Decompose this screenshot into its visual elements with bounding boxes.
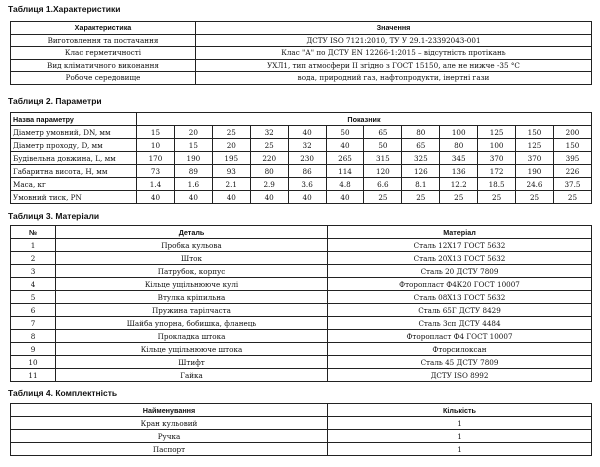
table-row (11, 278, 592, 291)
parameter-value: 315 (364, 152, 402, 165)
parameter-value: 150 (553, 139, 591, 152)
parameter-value: 25 (440, 191, 478, 204)
table1-caption: Таблиця 1.Характеристики (8, 4, 121, 14)
characteristic-cell: Виготовлення та постачання (11, 34, 196, 47)
header-part: Деталь (56, 226, 328, 239)
parameter-value: 2.1 (212, 178, 250, 191)
row-number: 5 (11, 291, 56, 304)
table-row (11, 304, 592, 317)
parameter-value: 100 (478, 139, 516, 152)
parameter-label: Діаметр умовний, DN, мм (11, 126, 137, 139)
parameter-value: 125 (478, 126, 516, 139)
part-name: Пробка кульова (56, 239, 328, 252)
header-value: Значення (196, 22, 592, 35)
row-number: 3 (11, 265, 56, 278)
parameter-label: Будівельна довжина, L, мм (11, 152, 137, 165)
parameter-value: 136 (440, 165, 478, 178)
parameter-value: 370 (516, 152, 554, 165)
table-header-row (11, 22, 592, 35)
parameter-value: 200 (553, 126, 591, 139)
part-name: Пружина тарілчаста (56, 304, 328, 317)
table-row (11, 126, 592, 139)
parameter-value: 172 (478, 165, 516, 178)
parameter-value: 100 (440, 126, 478, 139)
table-row (11, 139, 592, 152)
parameter-value: 190 (516, 165, 554, 178)
parameter-value: 15 (174, 139, 212, 152)
parameter-value: 4.8 (326, 178, 364, 191)
table-row (11, 178, 592, 191)
material-name: Сталь 65Г ДСТУ 8429 (328, 304, 592, 317)
parameter-value: 40 (212, 191, 250, 204)
part-name: Кільце ущільнююче кулі (56, 278, 328, 291)
characteristic-cell: Вид кліматичного виконання (11, 59, 196, 72)
parameter-value: 1.6 (174, 178, 212, 191)
parameter-value: 120 (364, 165, 402, 178)
part-name: Штифт (56, 356, 328, 369)
table-row (11, 356, 592, 369)
parameter-value: 125 (516, 139, 554, 152)
table-row (11, 252, 592, 265)
table-row (11, 59, 592, 72)
material-name: Сталь 08Х13 ГОСТ 5632 (328, 291, 592, 304)
material-name: Сталь 20 ДСТУ 7809 (328, 265, 592, 278)
parameter-value: 2.9 (250, 178, 288, 191)
table-row (11, 72, 592, 85)
material-name: Сталь 3сп ДСТУ 4484 (328, 317, 592, 330)
material-name: Фторсилоксан (328, 343, 592, 356)
row-number: 7 (11, 317, 56, 330)
parameter-value: 20 (174, 126, 212, 139)
item-quantity: 1 (328, 417, 592, 430)
header-indicator: Показник (137, 113, 592, 126)
part-name: Патрубок, корпус (56, 265, 328, 278)
row-number: 8 (11, 330, 56, 343)
row-number: 1 (11, 239, 56, 252)
header-name: Найменування (11, 404, 328, 417)
part-name: Прокладка штока (56, 330, 328, 343)
parameter-value: 190 (174, 152, 212, 165)
parameter-value: 86 (288, 165, 326, 178)
table4-caption: Таблиця 4. Комплектність (8, 388, 118, 398)
parameter-value: 20 (212, 139, 250, 152)
part-name: Шток (56, 252, 328, 265)
materials-body (11, 239, 592, 382)
table2-caption: Таблиця 2. Параметри (8, 96, 102, 106)
parameter-value: 93 (212, 165, 250, 178)
parameter-value: 37.5 (553, 178, 591, 191)
parameter-value: 40 (137, 191, 175, 204)
table-row (11, 152, 592, 165)
header-parameter: Назва параметру (11, 113, 137, 126)
parameter-value: 12.2 (440, 178, 478, 191)
parameter-label: Умовний тиск, PN (11, 191, 137, 204)
table-row (11, 191, 592, 204)
row-number: 2 (11, 252, 56, 265)
table-row (11, 47, 592, 60)
parameter-value: 50 (326, 126, 364, 139)
value-cell: ДСТУ ISO 7121:2010, ТУ У 29.1-23392043-001 (196, 34, 592, 47)
parameter-value: 345 (440, 152, 478, 165)
parameter-value: 265 (326, 152, 364, 165)
table-row (11, 330, 592, 343)
parameter-value: 25 (212, 126, 250, 139)
row-number: 10 (11, 356, 56, 369)
part-name: Втулка кріпильна (56, 291, 328, 304)
parameter-value: 40 (326, 139, 364, 152)
item-name: Паспорт (11, 443, 328, 456)
item-quantity: 1 (328, 430, 592, 443)
table-row (11, 291, 592, 304)
table3-caption: Таблиця 3. Матеріали (8, 211, 100, 221)
table-row (11, 265, 592, 278)
parameter-value: 150 (516, 126, 554, 139)
parameter-value: 220 (250, 152, 288, 165)
parameter-value: 80 (402, 126, 440, 139)
material-name: Фторопласт Ф4 ГОСТ 10007 (328, 330, 592, 343)
parameter-value: 18.5 (478, 178, 516, 191)
parameter-value: 32 (250, 126, 288, 139)
parameter-value: 24.6 (516, 178, 554, 191)
parameters-table (10, 112, 592, 204)
parameter-value: 6.6 (364, 178, 402, 191)
parameter-value: 32 (288, 139, 326, 152)
item-name: Кран кульовий (11, 417, 328, 430)
parameter-value: 25 (364, 191, 402, 204)
parameter-value: 65 (402, 139, 440, 152)
parameter-value: 40 (250, 191, 288, 204)
parameter-value: 3.6 (288, 178, 326, 191)
item-name: Ручка (11, 430, 328, 443)
row-number: 9 (11, 343, 56, 356)
material-name: Сталь 20Х13 ГОСТ 5632 (328, 252, 592, 265)
parameter-value: 25 (250, 139, 288, 152)
parameter-value: 25 (402, 191, 440, 204)
row-number: 6 (11, 304, 56, 317)
part-name: Кільце ущільнююче штока (56, 343, 328, 356)
parameter-value: 40 (174, 191, 212, 204)
parameters-body (11, 126, 592, 204)
parameter-value: 80 (250, 165, 288, 178)
parameter-value: 25 (553, 191, 591, 204)
table-row (11, 165, 592, 178)
parameter-label: Маса, кг (11, 178, 137, 191)
characteristic-cell: Робоче середовище (11, 72, 196, 85)
material-name: ДСТУ ISO 8992 (328, 369, 592, 382)
table-header-row (11, 226, 592, 239)
materials-table (10, 225, 592, 382)
header-quantity: Кількість (328, 404, 592, 417)
parameter-value: 8.1 (402, 178, 440, 191)
parameter-value: 65 (364, 126, 402, 139)
parameter-value: 370 (478, 152, 516, 165)
header-material: Матеріал (328, 226, 592, 239)
header-characteristic: Характеристика (11, 22, 196, 35)
parameter-value: 73 (137, 165, 175, 178)
table-row (11, 317, 592, 330)
parameter-value: 80 (440, 139, 478, 152)
parameter-value: 325 (402, 152, 440, 165)
characteristic-cell: Клас герметичності (11, 47, 196, 60)
parameter-value: 25 (516, 191, 554, 204)
parameter-value: 40 (288, 191, 326, 204)
parameter-value: 170 (137, 152, 175, 165)
table-header-row (11, 113, 592, 126)
row-number: 4 (11, 278, 56, 291)
table-row (11, 443, 592, 456)
table-header-row (11, 404, 592, 417)
material-name: Сталь 12Х17 ГОСТ 5632 (328, 239, 592, 252)
completeness-table (10, 403, 592, 456)
parameter-value: 226 (553, 165, 591, 178)
parameter-value: 230 (288, 152, 326, 165)
parameter-value: 89 (174, 165, 212, 178)
parameter-value: 195 (212, 152, 250, 165)
completeness-body (11, 417, 592, 456)
parameter-value: 25 (478, 191, 516, 204)
part-name: Шайба упорна, бобишка, фланець (56, 317, 328, 330)
parameter-value: 40 (288, 126, 326, 139)
table-row (11, 369, 592, 382)
parameter-label: Габаритна висота, H, мм (11, 165, 137, 178)
characteristics-table (10, 21, 592, 85)
parameter-value: 126 (402, 165, 440, 178)
item-quantity: 1 (328, 443, 592, 456)
material-name: Фторопласт Ф4К20 ГОСТ 10007 (328, 278, 592, 291)
parameter-value: 10 (137, 139, 175, 152)
parameter-value: 15 (137, 126, 175, 139)
material-name: Сталь 45 ДСТУ 7809 (328, 356, 592, 369)
parameter-value: 395 (553, 152, 591, 165)
value-cell: вода, природний газ, нафтопродукти, інертні гази (196, 72, 592, 85)
table-row (11, 34, 592, 47)
parameter-value: 114 (326, 165, 364, 178)
value-cell: УХЛ1, тип атмосфери II згідно з ГОСТ 15150, але не нижче -35 °С (196, 59, 592, 72)
parameter-label: Діаметр проходу, D, мм (11, 139, 137, 152)
table-row (11, 239, 592, 252)
header-number: № (11, 226, 56, 239)
parameter-value: 40 (326, 191, 364, 204)
parameter-value: 1.4 (137, 178, 175, 191)
value-cell: Клас "А" по ДСТУ EN 12266-1:2015 – відсутність протікань (196, 47, 592, 60)
parameter-value: 50 (364, 139, 402, 152)
table-row (11, 417, 592, 430)
part-name: Гайка (56, 369, 328, 382)
table-row (11, 343, 592, 356)
table-row (11, 430, 592, 443)
row-number: 11 (11, 369, 56, 382)
